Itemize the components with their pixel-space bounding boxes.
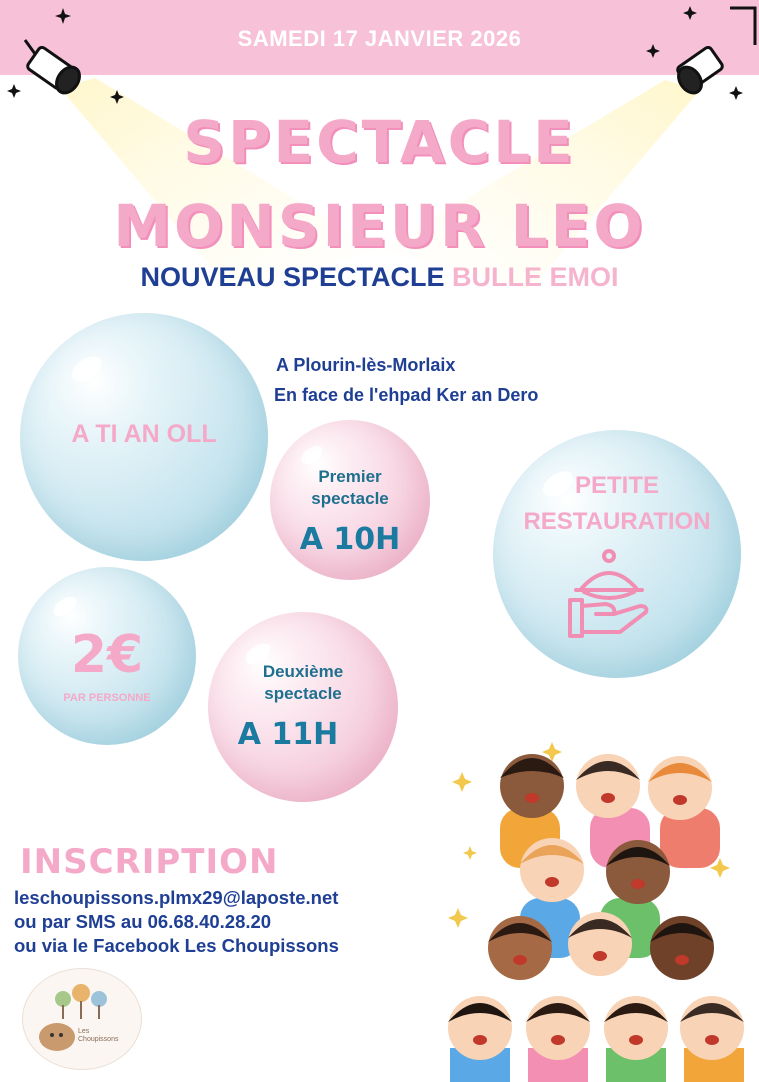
location-place: En face de l'ehpad Ker an Dero xyxy=(274,385,539,405)
subtitle-part-2: BULLE EMOI xyxy=(452,262,619,292)
first-show-label-1: Premier xyxy=(318,467,382,486)
contact-sms: ou par SMS au 06.68.40.28.20 xyxy=(14,911,272,932)
logo-name: Les Choupissons xyxy=(78,1028,119,1043)
audience-text: A TI AN OLL xyxy=(71,420,217,448)
second-show-time: A 11H xyxy=(237,717,339,752)
first-show-time: A 10H xyxy=(299,522,401,557)
second-show-label-1: Deuxième xyxy=(262,662,344,681)
location-town: A Plourin-lès-Morlaix xyxy=(276,355,456,375)
contact-email[interactable]: leschoupissons.plmx29@laposte.net xyxy=(14,887,339,908)
choupissons-logo xyxy=(22,968,142,1070)
second-show-label-2: spectacle xyxy=(264,684,342,703)
sparkle-icon xyxy=(7,6,743,104)
subtitle-part-1: NOUVEAU SPECTACLE xyxy=(140,262,445,292)
price-unit: PAR PERSONNE xyxy=(63,692,151,704)
inscription-heading: INSCRIPTION xyxy=(20,842,279,882)
bubble-second-show xyxy=(208,612,398,802)
food-tray-icon xyxy=(566,548,652,642)
title-line-2: MONSIEUR LEO xyxy=(113,192,646,260)
event-date: SAMEDI 17 JANVIER 2026 xyxy=(237,26,522,51)
first-show-label-2: spectacle xyxy=(311,489,389,508)
food-line-2: RESTAURATION xyxy=(523,508,711,535)
spotlight-icon-right xyxy=(674,8,755,97)
price-amount: 2€ xyxy=(70,625,144,685)
contact-facebook: ou via le Facebook Les Choupissons xyxy=(14,935,339,956)
subtitle xyxy=(0,262,759,293)
food-line-1: PETITE xyxy=(574,472,659,499)
children-illustration xyxy=(440,738,759,1082)
title-line-1: SPECTACLE xyxy=(183,108,576,176)
